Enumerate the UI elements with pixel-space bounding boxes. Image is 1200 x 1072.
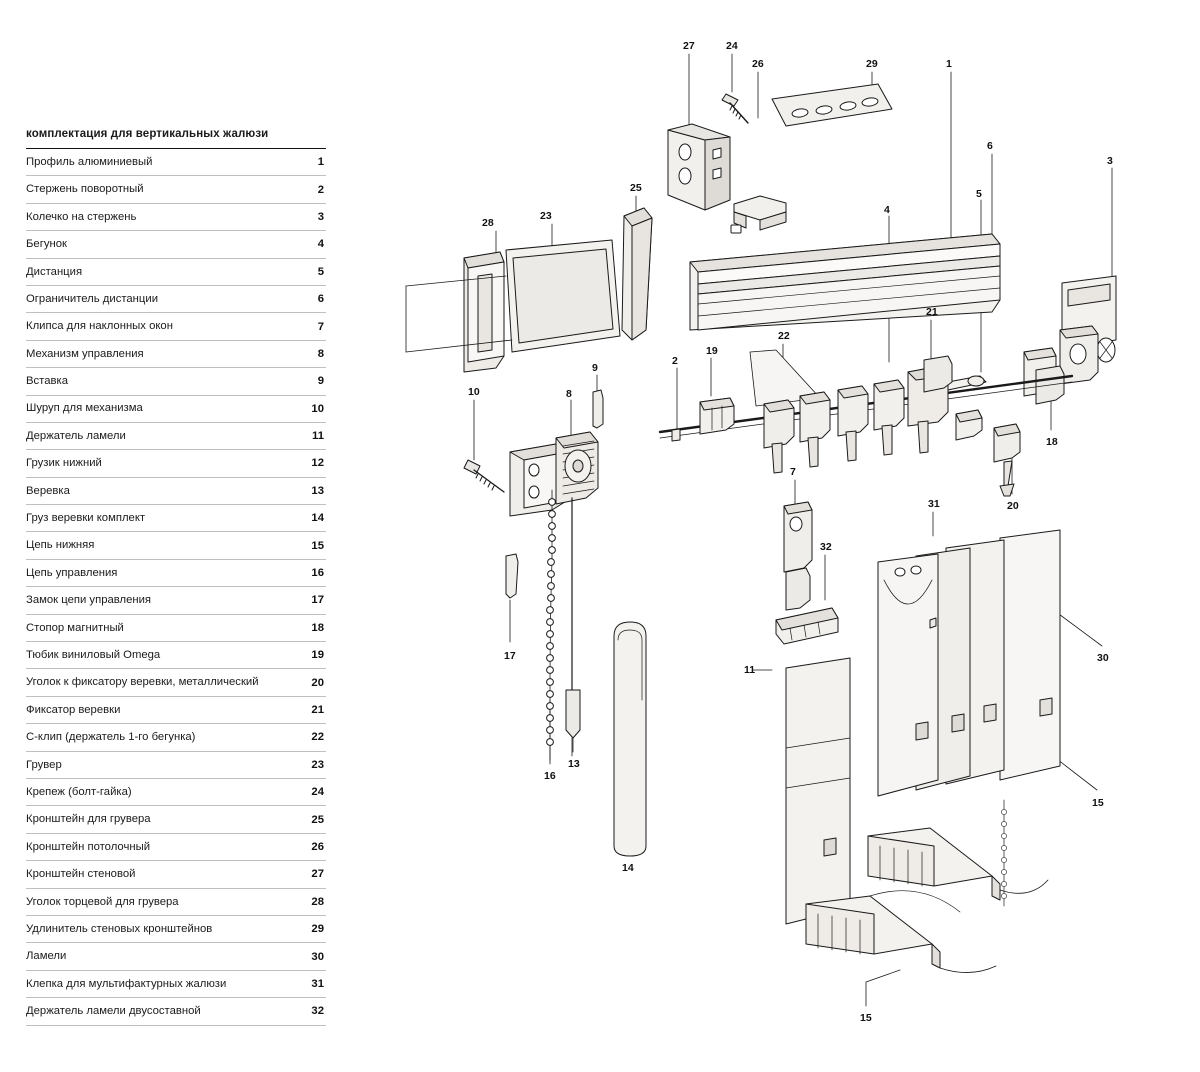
part-list-item xyxy=(26,806,326,833)
diagram-callout-30: 30 xyxy=(1097,652,1109,664)
part-label: Механизм управления xyxy=(26,347,144,360)
diagram-callout-26: 26 xyxy=(752,58,764,70)
part-number: 21 xyxy=(311,704,324,716)
part-list-item xyxy=(26,231,326,258)
part-number: 29 xyxy=(311,923,324,936)
part-number: 16 xyxy=(311,567,324,580)
diagram-callout-4: 4 xyxy=(884,204,890,216)
part-number: 26 xyxy=(311,840,324,853)
part-list-item xyxy=(26,779,326,806)
part-list-item xyxy=(26,943,326,970)
part-list-item xyxy=(26,505,326,532)
part-label: Клипса для наклонных окон xyxy=(26,320,173,333)
diagram-callout-15: 15 xyxy=(860,1012,872,1024)
part-label: Держатель ламели двусоставной xyxy=(26,1005,201,1018)
part-label: Стопор магнитный xyxy=(26,621,124,634)
part-number: 17 xyxy=(311,594,324,607)
part-number: 1 xyxy=(317,156,324,169)
part-list-item xyxy=(26,697,326,724)
diagram-callout-14: 14 xyxy=(622,862,634,874)
part-list-item xyxy=(26,615,326,642)
part-label: Веревка xyxy=(26,484,70,497)
diagram-callout-17: 17 xyxy=(504,650,516,662)
part-number: 11 xyxy=(312,430,324,443)
part-number: 3 xyxy=(317,210,324,223)
part-6-limiter xyxy=(1060,326,1098,384)
part-list-item xyxy=(26,396,326,423)
diagram-callout-7: 7 xyxy=(790,466,796,478)
part-label: Вставка xyxy=(26,375,68,388)
diagram-callout-20: 20 xyxy=(1007,500,1019,512)
part-26-ceiling-bracket xyxy=(731,196,786,233)
part-list-item xyxy=(26,642,326,669)
part-label: Бегунок xyxy=(26,238,67,251)
diagram-callout-22: 22 xyxy=(778,330,790,342)
part-number: 5 xyxy=(317,265,324,278)
part-list-item xyxy=(26,532,326,559)
part-number: 6 xyxy=(317,293,324,306)
diagram-callout-29: 29 xyxy=(866,58,878,70)
diagram-callout-28: 28 xyxy=(482,217,494,229)
diagram-callout-24: 24 xyxy=(726,40,738,52)
part-17-chain-lock xyxy=(506,554,518,598)
part-list-item xyxy=(26,149,326,176)
part-number: 15 xyxy=(311,539,324,552)
part-label: Держатель ламели xyxy=(26,429,126,442)
diagram-callout-8: 8 xyxy=(566,388,572,400)
part-31-rivet xyxy=(930,618,936,628)
part-27-wall-bracket xyxy=(668,124,730,210)
part-label: Замок цепи управления xyxy=(26,594,152,607)
part-label: Клепка для мультифактурных жалюзи xyxy=(26,977,227,990)
part-label: Профиль алюминиевый xyxy=(26,155,153,168)
diagram-callout-6: 6 xyxy=(987,140,993,152)
part-label: Уголок торцевой для грувера xyxy=(26,895,179,908)
part-number: 19 xyxy=(311,649,324,662)
diagram-callout-5: 5 xyxy=(976,188,982,200)
part-list-item xyxy=(26,752,326,779)
part-number: 32 xyxy=(311,1005,324,1018)
diagram-callout-31: 31 xyxy=(928,498,940,510)
part-list-item xyxy=(26,286,326,313)
part-list-item xyxy=(26,313,326,340)
part-9-insert xyxy=(593,390,603,428)
part-list-item xyxy=(26,560,326,587)
part-20-small-clip xyxy=(956,410,982,440)
part-list-item xyxy=(26,259,326,286)
diagram-callout-19: 19 xyxy=(706,345,718,357)
part-label: Ламели xyxy=(26,950,67,963)
part-number: 12 xyxy=(311,457,324,470)
part-label: С-клип (держатель 1-го бегунка) xyxy=(26,731,196,744)
diagram-callout-16: 16 xyxy=(544,770,556,782)
diagram-callout-13: 13 xyxy=(568,758,580,770)
part-number: 28 xyxy=(311,895,324,908)
diagram-callout-9: 9 xyxy=(592,362,598,374)
diagram-callout-32: 32 xyxy=(820,541,832,553)
diagram-svg xyxy=(400,0,1200,1072)
part-label: Цепь нижняя xyxy=(26,539,95,552)
diagram-callout-15: 15 xyxy=(1092,797,1104,809)
part-list-item xyxy=(26,834,326,861)
diagram-callout-25: 25 xyxy=(630,182,642,194)
part-label: Тюбик виниловый Omega xyxy=(26,649,161,661)
part-1-aluminium-profile xyxy=(690,234,1000,330)
diagram-callout-23: 23 xyxy=(540,210,552,222)
part-number: 27 xyxy=(311,868,324,881)
part-list-item xyxy=(26,204,326,231)
part-list-item xyxy=(26,423,326,450)
part-label: Кронштейн стеновой xyxy=(26,868,136,881)
part-number: 13 xyxy=(311,484,324,497)
part-number: 25 xyxy=(311,813,324,826)
part-list-item xyxy=(26,341,326,368)
diagram-callout-10: 10 xyxy=(468,386,480,398)
part-7-clip xyxy=(784,502,812,610)
part-label: Крепеж (болт-гайка) xyxy=(26,785,132,798)
diagram-callout-18: 18 xyxy=(1046,436,1058,448)
parts-list xyxy=(26,128,326,1026)
part-number: 9 xyxy=(317,375,324,388)
part-label: Грузик нижний xyxy=(26,457,102,470)
part-number: 2 xyxy=(317,183,324,196)
part-label: Фиксатор веревки xyxy=(26,703,121,716)
part-list-item xyxy=(26,368,326,395)
parts-list-title: комплектация для вертикальных жалюзи xyxy=(26,128,326,149)
part-label: Кронштейн для грувера xyxy=(26,813,151,826)
part-number: 8 xyxy=(317,347,324,360)
part-label: Стержень поворотный xyxy=(26,183,144,196)
part-label: Ограничитель дистанции xyxy=(26,292,158,305)
part-label: Удлинитель стеновых кронштейнов xyxy=(26,922,213,935)
part-label: Дистанция xyxy=(26,265,83,278)
part-24-bolt xyxy=(722,94,748,123)
part-number: 24 xyxy=(311,786,324,799)
part-list-item xyxy=(26,971,326,998)
part-list-item xyxy=(26,916,326,943)
part-list-item xyxy=(26,669,326,696)
diagram-callout-1: 1 xyxy=(946,58,952,70)
diagram-callout-2: 2 xyxy=(672,355,678,367)
part-23-groover xyxy=(406,240,620,352)
part-number: 18 xyxy=(311,621,324,634)
part-label: Кронштейн потолочный xyxy=(26,840,151,853)
part-13-rope xyxy=(566,498,580,756)
part-number: 14 xyxy=(311,512,324,525)
part-25-groover-bracket xyxy=(622,208,652,340)
part-32-slat-holder xyxy=(776,608,838,644)
part-list-item xyxy=(26,724,326,751)
part-number: 22 xyxy=(311,731,324,744)
part-list-item xyxy=(26,861,326,888)
part-number: 23 xyxy=(311,758,324,771)
part-list-item xyxy=(26,889,326,916)
part-label: Цепь управления xyxy=(26,566,118,579)
part-label: Шуруп для механизма xyxy=(26,402,143,415)
part-label: Грувер xyxy=(26,758,62,771)
part-number: 7 xyxy=(317,320,324,333)
part-29-extension xyxy=(772,84,892,126)
part-label: Колечко на стержень xyxy=(26,210,137,223)
part-number: 30 xyxy=(311,950,324,963)
part-10-screw xyxy=(464,460,504,492)
part-list-item xyxy=(26,478,326,505)
part-label: Уголок к фиксатору веревки, металлический xyxy=(26,676,259,689)
parts-list-rows xyxy=(26,149,326,1026)
part-16-control-chain xyxy=(547,490,556,760)
part-number: 20 xyxy=(311,676,324,689)
diagram-callout-27: 27 xyxy=(683,40,695,52)
diagram-callout-21: 21 xyxy=(926,306,938,318)
part-number: 4 xyxy=(317,238,324,251)
part-list-item xyxy=(26,998,326,1025)
diagram-canvas xyxy=(400,0,1200,1072)
part-14-rope-weight xyxy=(614,622,646,856)
part-list-item xyxy=(26,587,326,614)
diagram-callout-11: 11 xyxy=(744,664,756,676)
part-number: 10 xyxy=(311,402,324,415)
part-list-item xyxy=(26,450,326,477)
diagram-callout-3: 3 xyxy=(1107,155,1113,167)
part-number: 31 xyxy=(311,977,324,990)
part-20-metal-angle xyxy=(994,424,1020,496)
part-28-end-angle xyxy=(464,252,504,372)
part-label: Груз веревки комплект xyxy=(26,512,146,525)
part-list-item xyxy=(26,176,326,203)
